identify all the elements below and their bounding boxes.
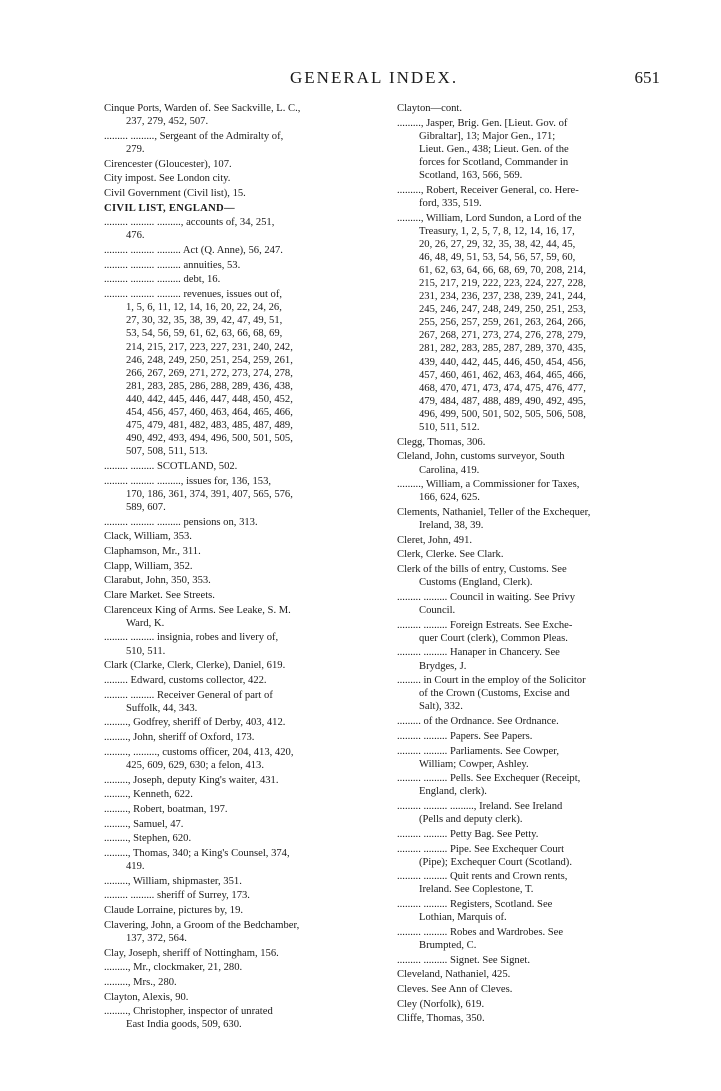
- index-entry-line: 266, 267, 269, 271, 272, 273, 274, 278,: [126, 367, 293, 379]
- index-entry-line: Clarabut, John, 350, 353.: [104, 575, 211, 587]
- index-entry-line: ........., Godfrey, sheriff of Derby, 403, 412.: [104, 717, 286, 729]
- index-entry-line: 589, 607.: [126, 501, 166, 513]
- index-entry-line: ........., John, sheriff of Oxford, 173.: [104, 732, 255, 744]
- index-entry: [104, 631, 362, 657]
- index-entry-line: 61, 62, 63, 64, 66, 68, 69, 70, 208, 214,: [419, 264, 586, 276]
- index-entry-line: Cinque Ports, Warden of. See Sackville, L. C.,: [104, 103, 301, 114]
- index-entry-line: 510, 511, 512.: [419, 422, 480, 434]
- index-entry: [397, 715, 661, 728]
- index-entry: [397, 478, 661, 504]
- index-entry-line: ......... ......... Papers. See Papers.: [397, 730, 533, 742]
- index-entry-line: 20, 26, 27, 29, 32, 35, 38, 42, 44, 45,: [419, 238, 576, 250]
- index-entry-line: Clay, Joseph, sheriff of Nottingham, 156.: [104, 947, 279, 959]
- index-entry-line: Civil Government (Civil list), 15.: [104, 187, 246, 199]
- index-entry: [104, 545, 362, 558]
- page-title: GENERAL INDEX.: [290, 68, 459, 87]
- index-entry-line: Treasury, 1, 2, 5, 7, 8, 12, 14, 16, 17,: [419, 225, 575, 237]
- index-entry-line: quer Court (clerk), Common Pleas.: [419, 632, 568, 644]
- index-entry-line: 237, 279, 452, 507.: [126, 116, 209, 128]
- index-entry: [104, 961, 362, 974]
- index-entry-line: William; Cowper, Ashley.: [419, 758, 529, 770]
- index-entry-line: Suffolk, 44, 343.: [126, 702, 198, 714]
- index-entry: [104, 187, 362, 200]
- index-entry-line: 1, 5, 6, 11, 12, 14, 16, 20, 22, 24, 26,: [126, 302, 282, 314]
- index-entry-line: ......... ......... Robes and Wardrobes. See: [397, 926, 564, 938]
- index-entry-line: 215, 217, 219, 222, 223, 224, 227, 228,: [419, 278, 586, 289]
- index-entry-line: England, clerk).: [419, 786, 487, 798]
- index-entry: [397, 646, 661, 672]
- index-entry: [104, 604, 362, 630]
- index-entry: [397, 772, 661, 798]
- index-entry-line: Clayton—cont.: [397, 103, 463, 114]
- index-entry-line: ......... ......... ......... debt, 16.: [104, 274, 221, 286]
- index-entry-line: ......... ......... ......... revenues, issues out of,: [104, 289, 283, 301]
- index-entry: [104, 130, 362, 156]
- index-entry: [397, 117, 661, 182]
- index-entry: [397, 843, 661, 869]
- index-entry-line: 137, 372, 564.: [126, 932, 187, 944]
- index-entry-line: 170, 186, 361, 374, 391, 407, 565, 576,: [126, 488, 293, 500]
- index-entry-line: 510, 511.: [126, 645, 166, 657]
- index-entry: [397, 506, 661, 532]
- index-entry-line: ......... of the Ordnance. See Ordnance.: [397, 716, 559, 728]
- index-entry: [104, 947, 362, 960]
- index-entry: [397, 674, 661, 713]
- index-entry-line: ......... in Court in the employ of the Solicitor: [397, 675, 586, 687]
- index-entry-line: Brydges, J.: [419, 660, 467, 672]
- index-column-left: [104, 102, 362, 1033]
- index-entry: [104, 172, 362, 185]
- index-entry: [104, 904, 362, 917]
- index-entry-line: 475, 479, 481, 482, 483, 485, 487, 489,: [126, 420, 293, 432]
- index-entry-line: 419.: [126, 861, 145, 873]
- index-entry-line: Clerk, Clerke. See Clark.: [397, 549, 504, 561]
- index-entry: [397, 998, 661, 1011]
- index-entry: [104, 674, 362, 687]
- index-entry-line: ........., Kenneth, 622.: [104, 789, 193, 801]
- index-entry-line: Carolina, 419.: [419, 464, 480, 476]
- index-entry: [397, 730, 661, 743]
- index-entry-line: 53, 54, 56, 59, 61, 62, 63, 66, 68, 69,: [126, 328, 283, 340]
- index-entry-line: 454, 456, 457, 460, 463, 464, 465, 466,: [126, 407, 293, 418]
- index-entry: [104, 919, 362, 945]
- index-entry: [104, 875, 362, 888]
- index-entry-line: 439, 440, 442, 445, 446, 450, 454, 456,: [419, 356, 586, 368]
- index-entry-line: ........., William, shipmaster, 351.: [104, 875, 242, 887]
- index-entry: [397, 983, 661, 996]
- index-entry: [397, 450, 661, 476]
- index-entry: [397, 102, 661, 115]
- index-entry: [397, 968, 661, 981]
- index-entry-line: ......... ......... ......... pensions on, 313.: [104, 516, 258, 528]
- index-entry: [104, 731, 362, 744]
- index-entry-line: Clarenceux King of Arms. See Leake, S. M.: [104, 604, 291, 616]
- index-entry-line: Cleveland, Nathaniel, 425.: [397, 969, 511, 981]
- index-entry-line: 479, 484, 487, 488, 489, 490, 492, 495,: [419, 395, 586, 407]
- index-entry-line: Claphamson, Mr., 311.: [104, 545, 201, 557]
- index-entry: [104, 689, 362, 715]
- index-entry: [104, 475, 362, 514]
- index-entry-line: Cliffe, Thomas, 350.: [397, 1013, 485, 1025]
- index-entry-line: Clerk of the bills of entry, Customs. See: [397, 564, 567, 576]
- index-entry-line: ......... ......... Foreign Estreats. See Exche-: [397, 619, 573, 631]
- index-entry: [397, 184, 661, 210]
- index-entry-line: Clack, William, 353.: [104, 531, 192, 543]
- index-entry-line: Brumpted, C.: [419, 939, 477, 951]
- index-entry-line: ......... ......... insignia, robes and livery of,: [104, 632, 279, 644]
- index-entry-line: Clark (Clarke, Clerk, Clerke), Daniel, 619.: [104, 660, 286, 672]
- index-entry: [104, 746, 362, 772]
- index-entry-line: 281, 283, 285, 286, 288, 289, 436, 438,: [126, 380, 293, 392]
- index-entry: [397, 212, 661, 435]
- index-entry-line: of the Crown (Customs, Excise and: [419, 688, 570, 700]
- index-entry-line: 496, 499, 500, 501, 502, 505, 506, 508,: [419, 408, 586, 420]
- index-entry: [397, 898, 661, 924]
- index-entry-line: Ireland. See Coplestone, T.: [419, 884, 534, 896]
- index-entry-line: ........., Joseph, deputy King's waiter, 431.: [104, 774, 279, 786]
- index-entry-line: 279.: [126, 143, 145, 155]
- index-entry: [104, 1005, 362, 1031]
- index-entry-line: 507, 508, 511, 513.: [126, 446, 208, 458]
- index-entry: [104, 991, 362, 1004]
- index-entry-line: 440, 442, 445, 446, 447, 448, 450, 452,: [126, 393, 293, 405]
- index-entry-line: East India goods, 509, 630.: [126, 1019, 242, 1031]
- index-entry: [104, 832, 362, 845]
- index-entry-line: ......... ......... ........., Ireland. See Ireland: [397, 801, 563, 813]
- index-entry-line: ........., William, Lord Sundon, a Lord of the: [397, 212, 582, 224]
- index-entry: [104, 516, 362, 529]
- index-entry: [397, 926, 661, 952]
- index-entry-line: Customs (England, Clerk).: [419, 577, 533, 589]
- index-entry-line: 425, 609, 629, 630; a felon, 413.: [126, 759, 264, 771]
- index-entry-line: Cirencester (Gloucester), 107.: [104, 158, 232, 170]
- index-entry: [104, 460, 362, 473]
- index-entry-line: 457, 460, 461, 462, 463, 464, 465, 466,: [419, 369, 586, 381]
- index-entry: [397, 1012, 661, 1025]
- index-entry-line: Clare Market. See Streets.: [104, 589, 215, 601]
- index-entry-line: ......... ......... Pipe. See Exchequer Court: [397, 843, 565, 855]
- index-entry-line: 231, 234, 236, 237, 238, 239, 241, 244,: [419, 291, 586, 303]
- index-entry-line: ........., Samuel, 47.: [104, 818, 184, 830]
- index-entry-line: ........., William, a Commissioner for Taxes,: [397, 479, 580, 491]
- index-entry-line: ......... ......... Parliaments. See Cowper,: [397, 745, 559, 757]
- index-entry: [104, 803, 362, 816]
- index-entry-line: Claude Lorraine, pictures by, 19.: [104, 905, 244, 917]
- index-entry-line: ......... ......... sheriff of Surrey, 173.: [104, 890, 250, 902]
- index-entry: [104, 847, 362, 873]
- index-entry-line: Clegg, Thomas, 306.: [397, 436, 486, 448]
- index-entry: [104, 788, 362, 801]
- index-entry: [397, 563, 661, 589]
- index-entry-line: Cleves. See Ann of Cleves.: [397, 984, 513, 996]
- index-entry: [104, 659, 362, 672]
- index-entry-line: ......... ......... ......... Act (Q. Anne), 56, 247.: [104, 245, 283, 257]
- index-entry-line: Clayton, Alexis, 90.: [104, 991, 189, 1003]
- index-entry-line: Clapp, William, 352.: [104, 560, 193, 572]
- page-header: [100, 68, 660, 92]
- index-column-right: [397, 102, 661, 1027]
- index-entry: [104, 574, 362, 587]
- index-entry-line: ......... ......... Receiver General of part of: [104, 689, 273, 701]
- index-entry-line: 468, 470, 471, 473, 474, 475, 476, 477,: [419, 382, 586, 394]
- index-entry-line: ......... ......... Petty Bag. See Petty.: [397, 828, 539, 840]
- index-entry-line: Cley (Norfolk), 619.: [397, 998, 485, 1010]
- index-entry-line: ......... ......... Quit rents and Crown rents,: [397, 871, 568, 883]
- index-entry-line: 46, 48, 49, 51, 53, 54, 56, 57, 59, 60,: [419, 251, 576, 263]
- index-entry: [104, 530, 362, 543]
- index-entry-line: CIVIL LIST, ENGLAND—: [104, 202, 235, 214]
- index-entry-line: 27, 30, 32, 35, 38, 39, 42, 47, 49, 51,: [126, 315, 283, 327]
- index-entry: [104, 774, 362, 787]
- index-entry-line: 214, 215, 217, 223, 227, 231, 240, 242,: [126, 341, 293, 353]
- index-entry-line: ........., Christopher, inspector of unrated: [104, 1006, 273, 1018]
- index-entry-line: 255, 256, 257, 259, 261, 263, 264, 266,: [419, 317, 586, 329]
- index-entry: [104, 560, 362, 573]
- index-entry-line: Clements, Nathaniel, Teller of the Exchequer,: [397, 506, 591, 518]
- index-entry-line: ........., Jasper, Brig. Gen. [Lieut. Gov. of: [397, 117, 568, 129]
- index-entry: [104, 158, 362, 171]
- index-entry: [397, 954, 661, 967]
- index-entry: [397, 534, 661, 547]
- index-entry-line: Salt), 332.: [419, 701, 463, 713]
- index-entry: [104, 589, 362, 602]
- index-entry: [104, 202, 362, 215]
- index-entry-line: ........., Robert, boatman, 197.: [104, 803, 228, 815]
- index-entry-line: ........., Thomas, 340; a King's Counsel, 374,: [104, 847, 290, 859]
- index-entry-line: Council.: [419, 605, 456, 616]
- index-entry: [397, 548, 661, 561]
- index-entry-line: City impost. See London city.: [104, 173, 231, 185]
- index-entry: [104, 976, 362, 989]
- index-entry-line: ........., Mrs., 280.: [104, 976, 177, 988]
- index-entry-line: ......... ......... Registers, Scotland. See: [397, 899, 553, 911]
- index-entry-line: ......... Edward, customs collector, 422.: [104, 674, 267, 686]
- index-entry: [397, 591, 661, 617]
- index-entry-line: Ireland, 38, 39.: [419, 520, 484, 532]
- page-number: 651: [634, 68, 660, 87]
- index-entry-line: 245, 246, 247, 248, 249, 250, 251, 253,: [419, 304, 586, 316]
- index-entry-line: 490, 492, 493, 494, 496, 500, 501, 505,: [126, 433, 293, 445]
- index-entry-line: ......... ......... Hanaper in Chancery. See: [397, 647, 560, 659]
- index-entry-line: ......... ......... Signet. See Signet.: [397, 954, 531, 966]
- index-entry-line: Cleland, John, customs surveyor, South: [397, 451, 565, 463]
- index-entry-line: 246, 248, 249, 250, 251, 254, 259, 261,: [126, 354, 293, 366]
- index-entry: [104, 716, 362, 729]
- index-entry-line: (Pells and deputy clerk).: [419, 814, 523, 826]
- index-entry-line: Clavering, John, a Groom of the Bedchamber,: [104, 919, 300, 931]
- index-entry-line: ........., ........., customs officer, 204, 413, 420,: [104, 746, 294, 758]
- index-entry-line: Lieut. Gen., 438; Lieut. Gen. of the: [419, 143, 569, 155]
- index-entry: [397, 745, 661, 771]
- index-entry-line: ......... ......... ........., accounts of, 34, 251,: [104, 217, 275, 229]
- index-entry-line: Cleret, John, 491.: [397, 534, 473, 546]
- index-entry-line: ......... ......... ........., issues for, 136, 153,: [104, 475, 272, 487]
- index-entry: [397, 619, 661, 645]
- index-entry: [397, 800, 661, 826]
- index-entry-line: 281, 282, 283, 285, 287, 289, 370, 435,: [419, 343, 586, 355]
- index-entry: [397, 436, 661, 449]
- index-entry: [397, 828, 661, 841]
- index-entry-line: ......... ......... ......... annuities, 53.: [104, 259, 241, 271]
- index-entry-line: ........., Robert, Receiver General, co. Here-: [397, 184, 579, 196]
- index-entry: [104, 889, 362, 902]
- index-entry-line: Scotland, 163, 566, 569.: [419, 170, 523, 182]
- index-entry: [397, 870, 661, 896]
- index-entry-line: ......... ......... Council in waiting. See Privy: [397, 591, 576, 603]
- index-entry-line: ........., Mr., clockmaker, 21, 280.: [104, 962, 243, 974]
- index-entry: [104, 259, 362, 272]
- index-entry-line: ......... ......... Pells. See Exchequer (Receipt,: [397, 773, 581, 785]
- index-entry-line: forces for Scotland, Commander in: [419, 156, 569, 168]
- index-entry-line: Lothian, Marquis of.: [419, 912, 507, 924]
- index-entry: [104, 288, 362, 458]
- index-entry-line: 166, 624, 625.: [419, 492, 480, 504]
- index-entry: [104, 102, 362, 128]
- index-entry-line: 267, 268, 271, 273, 274, 276, 278, 279,: [419, 330, 586, 342]
- index-entry: [104, 273, 362, 286]
- index-entry-line: ......... ........., Sergeant of the Admiralty of,: [104, 130, 284, 142]
- index-entry-line: Gibraltar], 13; Major Gen., 171;: [419, 130, 556, 142]
- index-entry-line: (Pipe); Exchequer Court (Scotland).: [419, 856, 572, 868]
- index-entry-line: ......... ......... SCOTLAND, 502.: [104, 460, 238, 472]
- index-entry-line: 476.: [126, 230, 145, 242]
- index-entry-line: ........., Stephen, 620.: [104, 833, 192, 845]
- index-entry-line: Ward, K.: [126, 617, 165, 629]
- index-entry: [104, 216, 362, 242]
- index-entry: [104, 818, 362, 831]
- index-entry: [104, 244, 362, 257]
- index-entry-line: ford, 335, 519.: [419, 197, 482, 209]
